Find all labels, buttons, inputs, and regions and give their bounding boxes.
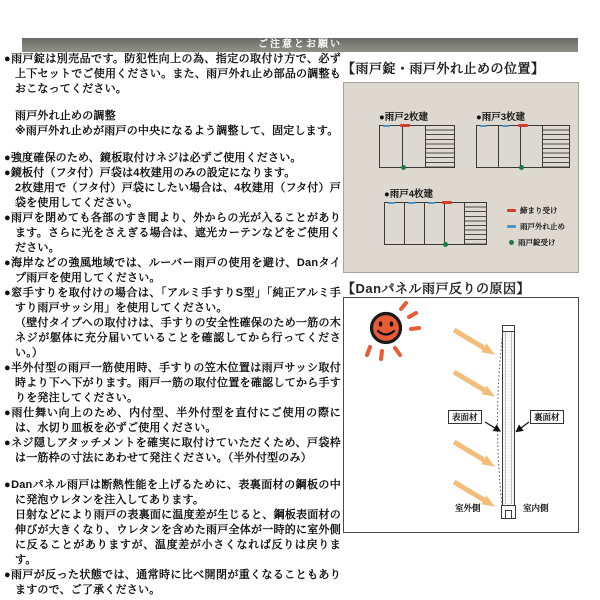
note-item bbox=[4, 109, 341, 124]
note-text: ●雨戸を閉めても各部のすき間より、外からの光が入ることがあります。さらに光をさえぎる場合は、遮光カーテンなどをご使用ください。 bbox=[4, 212, 341, 254]
note-item bbox=[4, 316, 341, 361]
legend-label: 雨戸錠受け bbox=[518, 238, 556, 247]
note-item bbox=[4, 406, 341, 436]
note-item bbox=[4, 124, 341, 139]
shutter-panel bbox=[477, 126, 499, 167]
notes-column bbox=[4, 52, 341, 598]
note-item bbox=[4, 181, 341, 211]
note-item bbox=[4, 436, 341, 466]
note-item bbox=[4, 478, 341, 508]
warp-diagram-box bbox=[343, 297, 579, 533]
hazuredome-marker bbox=[383, 125, 390, 128]
note-text: 日射などにより雨戸の表裏面に温度差が生じると、鋼板表面材の伸びが大きくなり、ウレタンを含めた雨戸全体が一時的に室外側に反ることがありますが、温度差が小さくなれば反りは戻ります。 bbox=[15, 509, 341, 566]
shutter-panel bbox=[521, 126, 543, 167]
note-item bbox=[4, 286, 341, 316]
diagram-legend bbox=[507, 205, 565, 253]
diagram-label: ●雨戸3枚建 bbox=[476, 112, 526, 123]
indoor-side-label: 室内側 bbox=[523, 503, 549, 513]
note-text: ●強度確保のため、鏡板取付けネジは必ずご使用ください。 bbox=[4, 152, 302, 164]
note-item bbox=[4, 361, 341, 406]
note-text: ※雨戸外れ止めが雨戸の中央になるよう調整して、固定します。 bbox=[15, 125, 339, 137]
hazuredome-marker bbox=[388, 202, 395, 205]
legend-row bbox=[507, 205, 565, 216]
diagram-label: ●雨戸4枚建 bbox=[384, 189, 434, 200]
note-item bbox=[4, 256, 341, 286]
jou-uke-marker bbox=[519, 165, 524, 170]
shutter-panel bbox=[445, 203, 465, 244]
note-item bbox=[4, 52, 341, 97]
warp-section-heading: 【Danパネル雨戸反りの原因】 bbox=[342, 281, 531, 296]
legend-swatch bbox=[507, 225, 516, 228]
note-item bbox=[4, 508, 341, 568]
shutter-panel bbox=[385, 203, 405, 244]
legend-swatch bbox=[507, 209, 516, 212]
note-text: ●鏡板付（フタ付）戸袋は4枚建用のみの設定になります。 bbox=[4, 167, 296, 179]
outdoor-side-label: 室外側 bbox=[455, 503, 481, 513]
note-text: ●雨戸が反った状態では、通常時に比べ開閉が重くなることもありますので、ご了承ください。 bbox=[4, 569, 341, 596]
shutter-case bbox=[465, 203, 486, 244]
position-section-heading: 【雨戸錠・雨戸外れ止めの位置】 bbox=[342, 61, 545, 76]
panel-cross-section bbox=[498, 326, 516, 519]
hazuredome-marker bbox=[480, 125, 487, 128]
legend-row bbox=[507, 237, 565, 248]
note-text: 雨戸外れ止めの調整 bbox=[15, 110, 116, 122]
notice-header-title: ご注意とお願い bbox=[258, 39, 342, 50]
note-text: ●雨仕舞い向上のため、内付型、半外付型を直付にご使用の際には、水切り皿板を必ずご使用ください。 bbox=[4, 407, 341, 434]
note-item bbox=[4, 211, 341, 256]
shimari-uke-marker bbox=[518, 124, 528, 127]
legend-row bbox=[507, 221, 565, 232]
note-text: ●雨戸錠は別売品です。防犯性向上の為、指定の取付け方で、必ず上下セットでご使用ください。また、雨戸外れ止め部品の調整もおこなってください。 bbox=[4, 53, 341, 95]
shutter-panel bbox=[403, 126, 426, 167]
front-material-label: 表面材 bbox=[448, 410, 482, 424]
note-text: ●半外付型の雨戸一筋使用時、手すりの笠木位置は雨戸サッシ取付時より下へ下がります。雨戸一筋の取付位置を確認してから手すりを発注してください。 bbox=[4, 362, 341, 404]
legend-swatch bbox=[509, 240, 514, 245]
note-item bbox=[4, 568, 341, 598]
note-text: ●窓手すりを取付けの場合は、「アルミ手すりS型」「純正アルミ手すり雨戸サッシ用」を使用してください。 bbox=[4, 287, 341, 314]
shimari-uke-marker bbox=[442, 201, 452, 204]
note-text: ●海岸などの強風地域では、ルーバー雨戸の使用を避け、Danタイプ雨戸を使用してください。 bbox=[4, 257, 341, 284]
sun-icon bbox=[367, 303, 419, 359]
note-text: ●ネジ隠しアタッチメントを確実に取付けていただくため、戸袋枠は一筋枠の寸法にあわせて発注ください。（半外付型のみ） bbox=[4, 437, 341, 464]
shutter-panel bbox=[425, 203, 445, 244]
back-material-label: 裏面材 bbox=[530, 410, 564, 424]
jou-uke-marker bbox=[443, 242, 448, 247]
shutter-panel bbox=[499, 126, 521, 167]
notice-header-bar bbox=[22, 38, 578, 52]
legend-label: 雨戸外れ止め bbox=[520, 222, 565, 231]
hazuredome-marker bbox=[502, 125, 509, 128]
shutter-diagram-rect bbox=[476, 125, 570, 168]
jou-uke-marker bbox=[401, 165, 406, 170]
shutter-case bbox=[426, 126, 454, 167]
hazuredome-marker bbox=[428, 202, 435, 205]
shutter-case bbox=[543, 126, 569, 167]
note-text: 2枚建用で（フタ付）戸袋にしたい場合は、4枚建用（フタ付）戸袋を使用してください。 bbox=[15, 182, 341, 209]
note-text: （壁付タイプへの取付けは、手すりの安全性確保のため一筋の木ネジが躯体に充分届いていることを確認してから行ってください。） bbox=[15, 317, 341, 359]
shutter-panel bbox=[380, 126, 403, 167]
shimari-uke-marker bbox=[400, 124, 410, 127]
diagram-label: ●雨戸2枚建 bbox=[379, 112, 429, 123]
position-diagram-box bbox=[343, 82, 579, 273]
shutter-panel bbox=[405, 203, 425, 244]
note-item bbox=[4, 166, 341, 181]
hazuredome-marker bbox=[408, 202, 415, 205]
note-item bbox=[4, 151, 341, 166]
shutter-diagram-rect bbox=[384, 202, 487, 245]
legend-label: 締まり受け bbox=[520, 206, 558, 215]
shutter-diagram-rect bbox=[379, 125, 455, 168]
note-text: ●Danパネル雨戸は断熱性能を上げるために、表裏面材の鋼板の中に発泡ウレタンを注入してあります。 bbox=[4, 479, 341, 506]
